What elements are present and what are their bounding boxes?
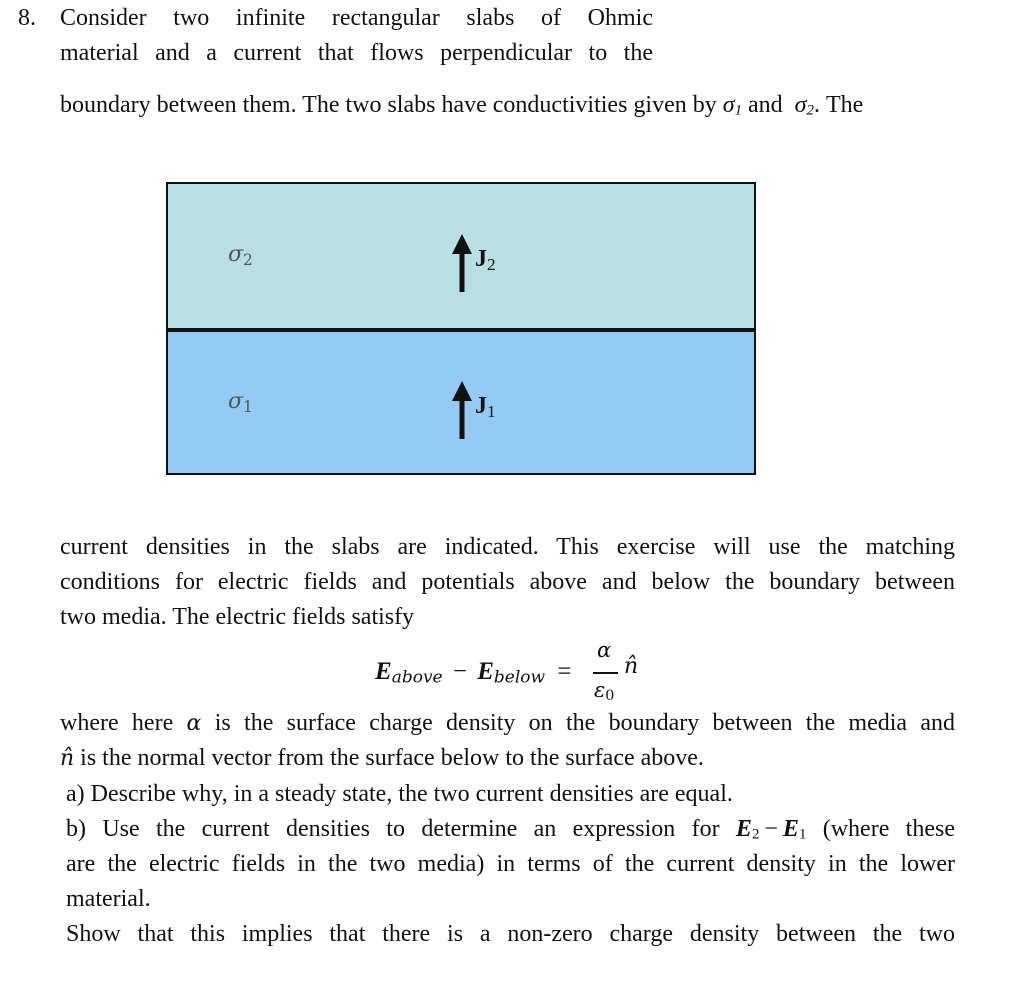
explanation-line-1 xyxy=(60,711,955,735)
boundary-condition-equation xyxy=(375,636,665,706)
arrow-up-icon xyxy=(450,234,474,292)
intro-line-3 xyxy=(60,93,863,119)
part-b-line-1 xyxy=(66,817,955,843)
part-b-text: (where these xyxy=(822,816,955,842)
body-line-1: current densities in the slabs are indicated. This exercise will use the matching xyxy=(60,534,955,560)
body-line-3: two media. The electric fields satisfy xyxy=(60,604,415,630)
part-b-line-2: are the electric fields in the two media) in terms of the current density in the lower xyxy=(66,851,955,877)
minus-sign: − xyxy=(764,816,778,842)
epsilon-sub: 0 xyxy=(605,687,615,704)
normal-vector-symbol: n̂ xyxy=(60,746,75,771)
sigma-symbol: σ xyxy=(228,242,244,267)
fraction-denominator xyxy=(594,678,614,704)
fraction-numerator: α xyxy=(597,638,612,662)
sigma-symbol: σ xyxy=(228,389,244,414)
current-density-j1-label xyxy=(475,393,496,422)
sigma-sub: 2 xyxy=(806,102,814,119)
sigma-symbol: σ xyxy=(722,92,735,118)
part-a: a) Describe why, in a steady state, the two current densities are equal. xyxy=(66,781,733,807)
e-above-sub: above xyxy=(391,667,443,688)
epsilon-symbol: ε xyxy=(594,678,606,702)
show-line: Show that this implies that there is a non-zero charge density between the two xyxy=(66,921,955,947)
j-symbol: J xyxy=(475,393,487,419)
e-below-sub: below xyxy=(493,667,546,688)
slabs-figure xyxy=(166,182,756,475)
sigma-2-inline xyxy=(789,92,814,118)
e-sub: 2 xyxy=(751,826,760,843)
e-field-symbol: E xyxy=(735,816,752,842)
e-field-symbol: E xyxy=(375,658,392,685)
e-field-symbol: E xyxy=(477,658,494,685)
j-symbol: J xyxy=(475,246,487,272)
explanation-text: is the surface charge density on the boundary between the media and xyxy=(214,710,956,736)
arrow-up-icon xyxy=(450,381,474,439)
intro-line-2: material and a current that flows perpendicular to the xyxy=(60,40,653,66)
fraction-bar xyxy=(593,672,618,674)
e-sub: 1 xyxy=(798,826,807,843)
sigma-1-label xyxy=(228,389,253,416)
sigma-symbol: σ xyxy=(794,92,807,118)
intro-line-3-end: . The xyxy=(813,92,864,118)
equals-sign: = xyxy=(557,658,572,685)
and-text: and xyxy=(748,92,783,118)
explanation-text: where here xyxy=(60,710,174,736)
minus-sign: − xyxy=(452,658,467,685)
e2-minus-e1 xyxy=(736,816,806,842)
sigma-sub: 1 xyxy=(734,102,743,119)
e-field-symbol: E xyxy=(782,816,799,842)
j-sub: 2 xyxy=(487,254,496,274)
alpha-symbol: α xyxy=(186,711,202,736)
normal-vector-symbol: n̂ xyxy=(624,654,639,679)
part-b-line-3: material. xyxy=(66,886,151,912)
sigma-1-inline xyxy=(723,92,742,118)
intro-line-3-text: boundary between them. The two slabs have conductivities given by xyxy=(60,92,717,118)
problem-number: 8. xyxy=(18,5,36,31)
sigma-sub: 2 xyxy=(243,250,253,269)
current-density-j2-label xyxy=(475,246,496,275)
part-b-text: b) Use the current densities to determine an expression for xyxy=(66,816,720,842)
body-line-2: conditions for electric fields and potentials above and below the boundary between xyxy=(60,569,955,595)
intro-line-1: Consider two infinite rectangular slabs of Ohmic xyxy=(60,5,653,31)
explanation-line-2 xyxy=(60,746,704,770)
equation-lhs xyxy=(375,658,571,688)
j-sub: 1 xyxy=(487,401,496,421)
explanation-text: is the normal vector from the surface below to the surface above. xyxy=(80,745,704,771)
sigma-2-label xyxy=(228,242,253,269)
sigma-sub: 1 xyxy=(243,397,253,416)
